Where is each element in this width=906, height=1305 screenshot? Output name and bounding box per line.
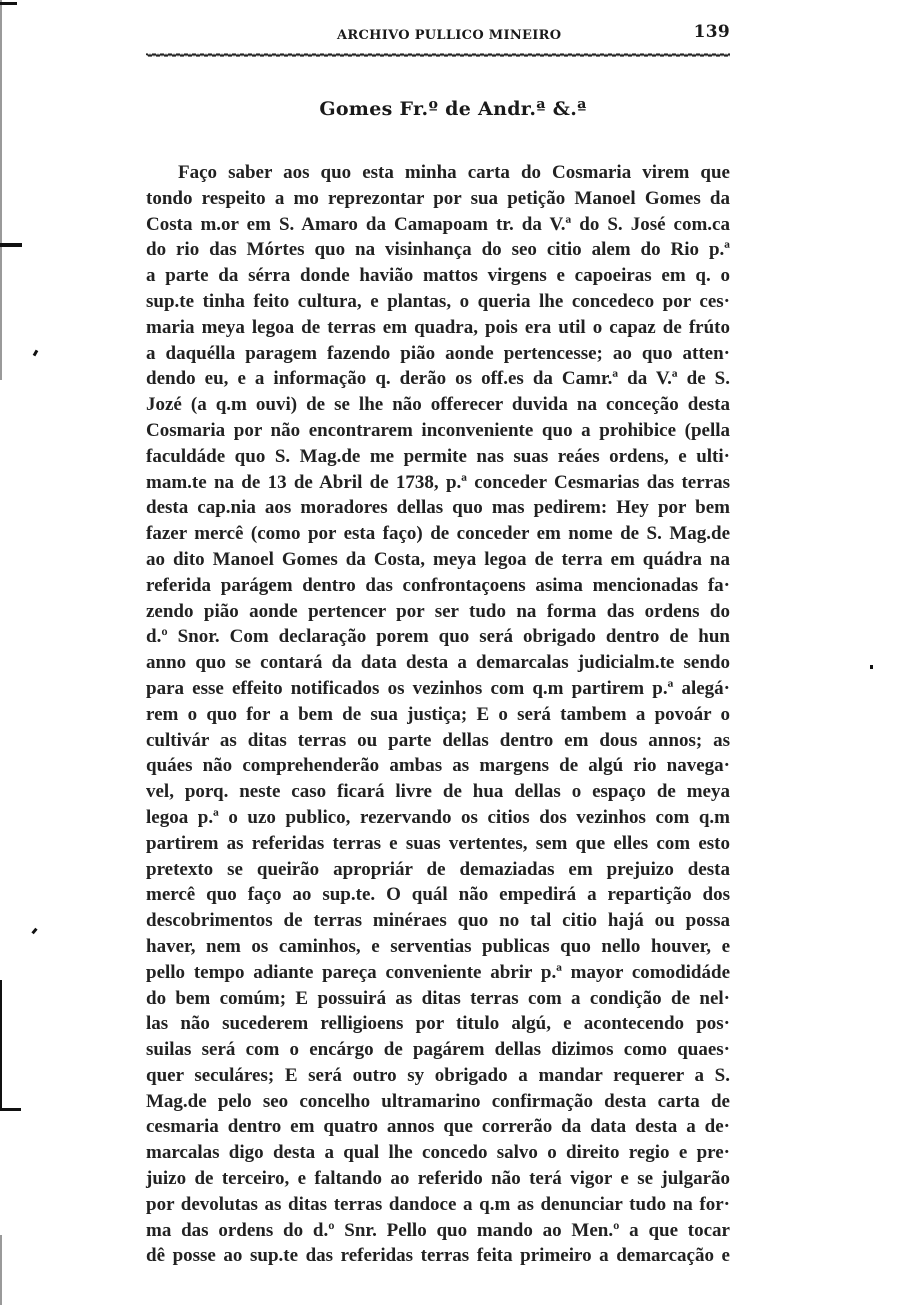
text-line: pello tempo adiante pareça conveniente abrir p.ª mayor comodidáde: [146, 961, 730, 983]
margin-speck: [870, 665, 873, 669]
binding-edge-line: [0, 0, 2, 380]
text-line: para esse effeito notificados os vezinhos com q.m partirem p.ª alegá·: [146, 677, 730, 699]
corner-mark-bottom: [0, 1108, 21, 1111]
text-line: sup.te tinha feito cultura, e plantas, o queria lhe concedeco por ces·: [146, 290, 730, 312]
text-line: fazer mercê (como por esta faço) de conceder em nome de S. Mag.de: [146, 523, 730, 545]
text-line: quáes não comprehenderão ambas as margens de algú rio navega·: [146, 755, 730, 777]
text-line: ao dito Manoel Gomes da Costa, meya legoa de terra em quádra na: [146, 548, 730, 570]
text-line: juizo de terceiro, e faltando ao referido não terá vigor e se julgarão: [146, 1168, 730, 1190]
text-line: dê posse ao sup.te das referidas terras feita primeiro a demarcação e: [146, 1245, 730, 1267]
text-line: dendo eu, e a informação q. derão os off.es da Camr.ª da V.ª de S.: [146, 368, 730, 390]
text-line: a daquélla paragem fazendo pião aonde pertencesse; ao quo atten·: [146, 342, 730, 364]
text-line: suilas será com o encárgo de pagárem dellas dizimos como quaes·: [146, 1039, 730, 1061]
text-line: las não sucederem relligioens por titulo algú, e acontecendo pos·: [146, 1013, 730, 1035]
text-line: pretexto se queirão apropriár de demaziadas em prejuizo desta: [146, 858, 730, 880]
text-line: mercê quo faço ao sup.te. O quál não empedirá a repartição dos: [146, 884, 730, 906]
corner-mark-top: [0, 2, 17, 5]
text-line: rem o quo for a bem de sua justiça; E o será tambem a povoár o: [146, 703, 730, 725]
text-line: faculdáde quo S. Mag.de me permite nas suas reáes ordens, e ulti·: [146, 445, 730, 467]
binding-edge-line: [0, 1235, 2, 1305]
text-line: Cosmaria por não encontrarem inconveniente quo a prohibice (pella: [146, 419, 730, 441]
text-line: legoa p.ª o uzo publico, rezervando os citios dos vezinhos com q.m: [146, 806, 730, 828]
text-line: partirem as referidas terras e suas vertentes, sem que elles com esto: [146, 832, 730, 854]
document-heading: Gomes Fr.º de Andr.ª &.ª: [319, 98, 587, 120]
text-line: tondo respeito a mo reprezontar por sua petição Manoel Gomes da: [146, 187, 730, 209]
text-line: Costa m.or em S. Amaro da Camapoam tr. da V.ª do S. José com.ca: [146, 213, 730, 235]
header-wavy-rule: [146, 52, 730, 58]
text-line: marcalas digo desta a qual lhe concedo salvo o direito regio e pre·: [146, 1142, 730, 1164]
text-line: por devolutas as ditas terras dandoce a q.m as denunciar tudo na for·: [146, 1193, 730, 1215]
text-line: cesmaria dentro em quatro annos que correrão da data desta a de·: [146, 1116, 730, 1138]
text-line: descobrimentos de terras minéraes quo no tal citio hajá ou possa: [146, 910, 730, 932]
text-line: vel, porq. neste caso ficará livre de hua dellas o espaço de meya: [146, 781, 730, 803]
text-line: Faço saber aos quo esta minha carta do Cosmaria virem que: [178, 162, 730, 183]
document-body: [146, 160, 730, 1269]
text-line: a parte da sérra donde havião mattos virgens e capoeiras em q. o: [146, 265, 730, 287]
text-line: anno quo se contará da data desta a demarcalas judicialm.te sendo: [146, 652, 730, 674]
text-line: do bem comúm; E possuirá as ditas terras com a condição de nel·: [146, 987, 730, 1009]
text-line: maria meya legoa de terras em quadra, pois era util o capaz de frúto: [146, 316, 730, 338]
margin-speck: [31, 928, 37, 935]
text-line: Mag.de pelo seo concelho ultramarino confirmação desta carta de: [146, 1090, 730, 1112]
binding-edge-line: [0, 980, 2, 1110]
running-head-title: ARCHIVO PULLICO MINEIRO: [337, 28, 562, 43]
page-number: 139: [693, 22, 730, 42]
text-line: Jozé (a q.m ouvi) de se lhe não offerecer duvida na conceção desta: [146, 394, 730, 416]
text-line: do rio das Mórtes quo na visinhança do seo citio alem do Rio p.ª: [146, 239, 730, 261]
text-line: ma das ordens do d.º Snr. Pello quo mando ao Men.º a que tocar: [146, 1219, 730, 1241]
margin-speck: [33, 350, 39, 357]
text-line: quer seculáres; E será outro sy obrigado a mandar requerer a S.: [146, 1064, 730, 1086]
text-line: cultivár as ditas terras ou parte dellas dentro em dous annos; as: [146, 729, 730, 751]
text-line: haver, nem os caminhos, e serventias publicas quo nello houver, e: [146, 935, 730, 957]
running-head: [146, 22, 730, 44]
margin-tick-mark: [0, 243, 22, 247]
text-line: referida parágem dentro das confrontaçoens asima mencionadas fa·: [146, 574, 730, 596]
text-line: zendo pião aonde pertencer por ser tudo na forma das ordens do: [146, 600, 730, 622]
text-line: d.º Snor. Com declaração porem quo será obrigado dentro de hun: [146, 626, 730, 648]
text-line: mam.te na de 13 de Abril de 1738, p.ª conceder Cesmarias das terras: [146, 471, 730, 493]
text-line: desta cap.nia aos moradores dellas quo mas pedirem: Hey por bem: [146, 497, 730, 519]
